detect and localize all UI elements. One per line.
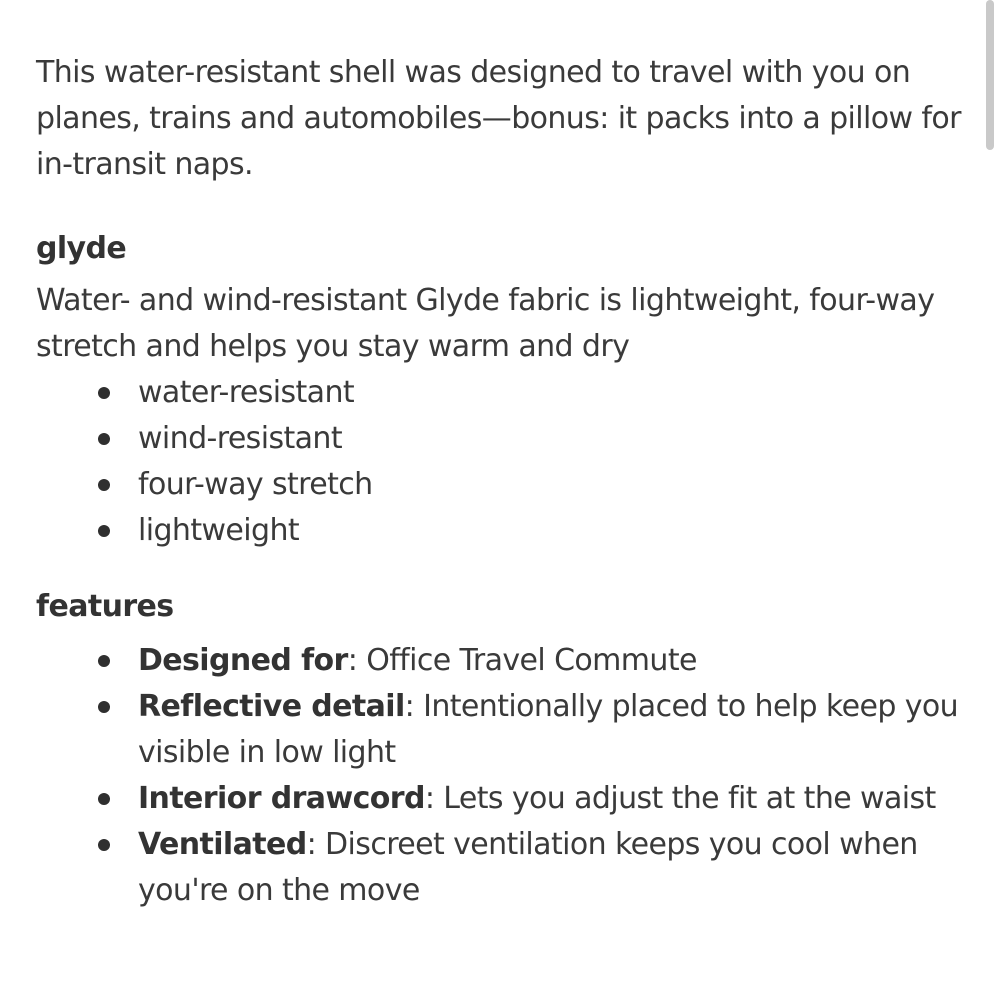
feature-name: Interior drawcord — [138, 781, 425, 816]
feature-name: Ventilated — [138, 827, 307, 862]
list-item — [138, 508, 966, 554]
bullet-icon — [98, 525, 110, 537]
glyde-section — [36, 226, 966, 554]
features-list — [36, 638, 966, 914]
bullet-icon — [98, 701, 110, 713]
feature-text: : Intentionally placed to help keep you visible in low light — [138, 689, 959, 770]
scrollbar-thumb[interactable] — [986, 0, 994, 150]
feature-text: : Office Travel Commute — [347, 643, 697, 678]
feature-name: Reflective detail — [138, 689, 405, 724]
glyde-item-label: four-way stretch — [138, 467, 373, 502]
glyde-item-label: lightweight — [138, 513, 300, 548]
list-item — [138, 370, 966, 416]
glyde-list — [36, 370, 966, 554]
bullet-icon — [98, 793, 110, 805]
intro-text: This water-resistant shell was designed to travel with you on planes, trains and automobiles—bonus: it packs into a pillow for in-transit naps. — [36, 55, 961, 182]
feature-text: : Discreet ventilation keeps you cool when you're on the move — [138, 827, 918, 908]
bullet-icon — [98, 655, 110, 667]
feature-name: Designed for — [138, 643, 348, 678]
bullet-icon — [98, 387, 110, 399]
list-item — [138, 416, 966, 462]
list-item — [138, 684, 966, 776]
glyde-item-label: water-resistant — [138, 375, 355, 410]
product-description — [36, 50, 966, 944]
list-item — [138, 462, 966, 508]
glyde-item-label: wind-resistant — [138, 421, 343, 456]
glyde-heading: glyde — [36, 231, 127, 266]
list-item — [138, 638, 966, 684]
glyde-description: Water- and wind-resistant Glyde fabric is lightweight, four-way stretch and helps you stay warm and dry — [36, 283, 935, 364]
feature-text: : Lets you adjust the fit at the waist — [424, 781, 936, 816]
bullet-icon — [98, 433, 110, 445]
bullet-icon — [98, 839, 110, 851]
list-item — [138, 776, 966, 822]
features-heading: features — [36, 589, 174, 624]
features-section — [36, 584, 966, 914]
list-item — [138, 822, 966, 914]
bullet-icon — [98, 479, 110, 491]
